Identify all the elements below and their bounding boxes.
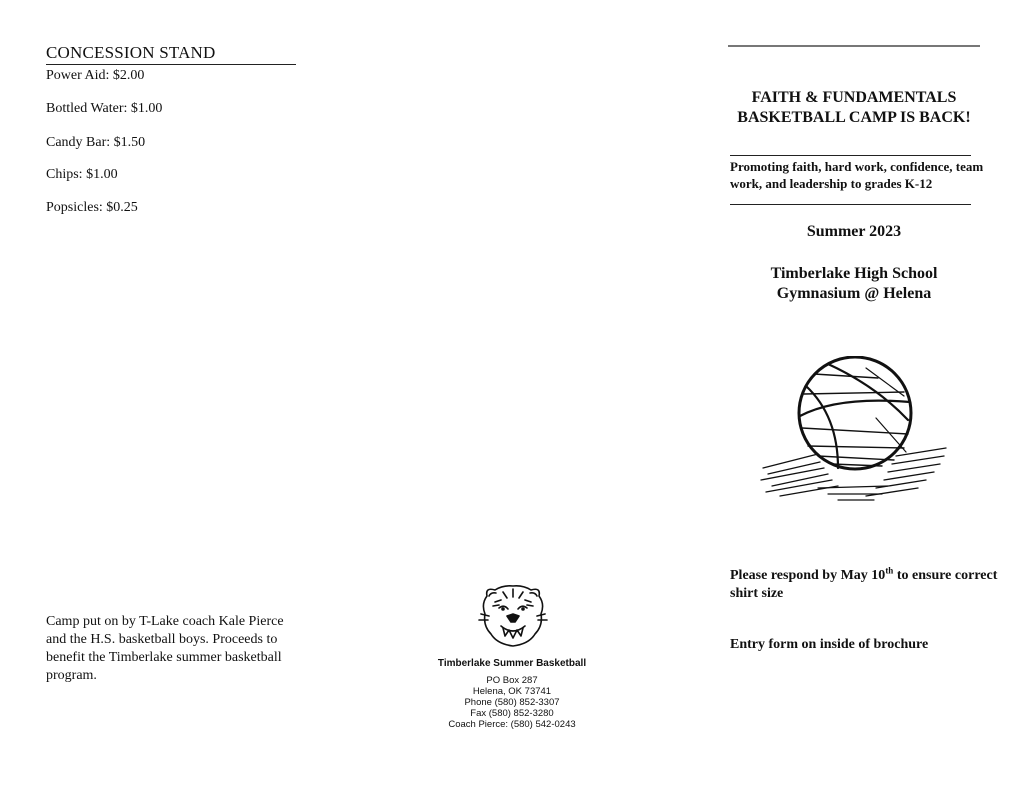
concession-stand-title: CONCESSION STAND: [46, 43, 296, 65]
venue-line-1: Timberlake High School: [770, 265, 938, 282]
camp-headline: [720, 88, 988, 128]
camp-note: Camp put on by T-Lake coach Kale Pierce and the H.S. basketball boys. Proceeds to benefit the Timberlake summer basketball program.: [46, 614, 284, 683]
headline-line-2: BASKETBALL CAMP IS BACK!: [737, 109, 971, 126]
phone-number: Phone (580) 852-3307: [464, 697, 560, 708]
venue-line-2: Gymnasium @ Helena: [776, 285, 932, 302]
promo-divider-top: [730, 155, 971, 156]
top-divider: [728, 45, 980, 47]
entry-form-note: Entry form on inside of brochure: [730, 637, 929, 652]
respond-deadline: [730, 567, 1000, 603]
respond-text-start: Please respond by May 10: [730, 568, 886, 583]
concession-item-chips: Chips: $1.00: [46, 167, 118, 182]
camp-venue: [720, 264, 988, 304]
camp-season: Summer 2023: [806, 223, 902, 240]
concession-item-popsicles: Popsicles: $0.25: [46, 200, 138, 215]
basketball-icon: [758, 356, 950, 506]
address-city: Helena, OK 73741: [472, 686, 552, 697]
address-po-box: PO Box 287: [486, 675, 538, 686]
tiger-mascot-icon: [477, 584, 549, 652]
concession-item-candy-bar: Candy Bar: $1.50: [46, 135, 146, 150]
respond-text-end: to ensure correct shirt size: [730, 568, 998, 601]
fax-number: Fax (580) 852-3280: [470, 708, 554, 719]
promo-text: Promoting faith, hard work, confidence, team work, and leadership to grades K-12: [730, 159, 984, 191]
organization-name: Timberlake Summer Basketball: [437, 658, 587, 669]
concession-item-bottled-water: Bottled Water: $1.00: [46, 101, 163, 116]
coach-phone: Coach Pierce: (580) 542-0243: [448, 719, 576, 730]
concession-item-power-aid: Power Aid: $2.00: [46, 68, 145, 83]
respond-text-superscript: th: [885, 565, 894, 576]
headline-line-1: FAITH & FUNDAMENTALS: [751, 89, 957, 106]
promo-divider-bottom: [730, 204, 971, 205]
